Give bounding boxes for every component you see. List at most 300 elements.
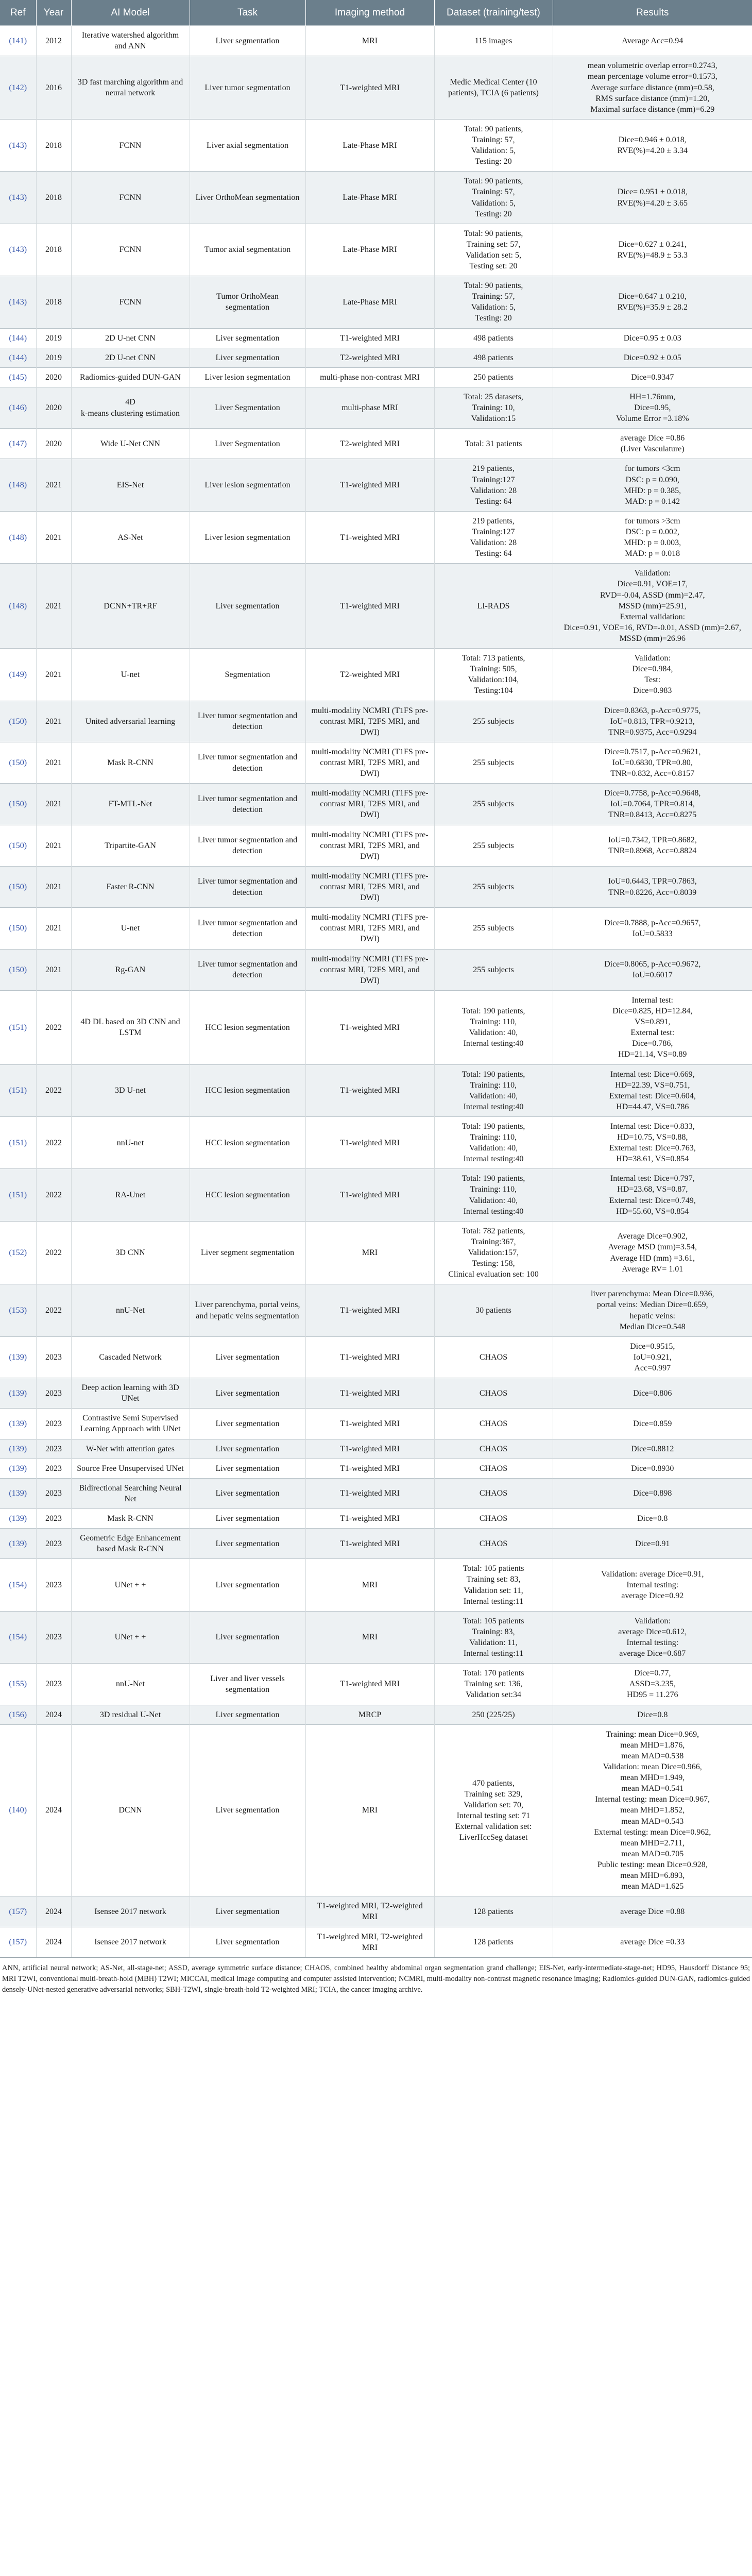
cell-year: 2023	[36, 1529, 71, 1559]
cell-results: mean volumetric overlap error=0.2743, mean percentage volume error=0.1573, Average surface distance (mm)=0.58, RMS surface distance (mm)=1.20, Maximal surface distance (mm)=6.29	[553, 56, 752, 120]
cell-results: Dice=0.859	[553, 1409, 752, 1439]
cell-ref[interactable]: (157)	[0, 1896, 36, 1927]
cell-task: Liver parenchyma, portal veins, and hepatic veins segmentation	[190, 1284, 305, 1336]
cell-dataset: 128 patients	[434, 1896, 553, 1927]
cell-results: liver parenchyma: Mean Dice=0.936, portal veins: Median Dice=0.659, hepatic veins: Median Dice=0.548	[553, 1284, 752, 1336]
header-imaging-method: Imaging method	[305, 0, 434, 26]
cell-task: Liver tumor segmentation and detection	[190, 949, 305, 990]
cell-task: Liver segmentation	[190, 1927, 305, 1957]
cell-ref[interactable]: (154)	[0, 1559, 36, 1611]
cell-ref[interactable]: (139)	[0, 1529, 36, 1559]
cell-task: Liver segmentation	[190, 1478, 305, 1509]
cell-ref[interactable]: (155)	[0, 1664, 36, 1705]
cell-ai-model: DCNN+TR+RF	[71, 564, 190, 649]
table-row	[0, 1169, 752, 1221]
cell-dataset: CHAOS	[434, 1336, 553, 1378]
cell-ai-model: Mask R-CNN	[71, 1509, 190, 1529]
cell-ref[interactable]: (150)	[0, 825, 36, 866]
cell-ai-model: UNet + +	[71, 1611, 190, 1663]
header-task: Task	[190, 0, 305, 26]
cell-year: 2012	[36, 26, 71, 56]
cell-imaging-method: T2-weighted MRI	[305, 348, 434, 367]
cell-imaging-method: T1-weighted MRI	[305, 1064, 434, 1116]
cell-task: Liver tumor segmentation and detection	[190, 866, 305, 907]
cell-imaging-method: T1-weighted MRI	[305, 1529, 434, 1559]
cell-ai-model: nnU-Net	[71, 1664, 190, 1705]
cell-year: 2023	[36, 1478, 71, 1509]
cell-ai-model: Faster R-CNN	[71, 866, 190, 907]
cell-ref[interactable]: (139)	[0, 1439, 36, 1459]
cell-imaging-method: T2-weighted MRI	[305, 429, 434, 459]
cell-ref[interactable]: (156)	[0, 1705, 36, 1724]
cell-ai-model: Bidirectional Searching Neural Net	[71, 1478, 190, 1509]
cell-results: Dice=0.898	[553, 1478, 752, 1509]
cell-results: IoU=0.6443, TPR=0.7863, TNR=0.8226, Acc=0.8039	[553, 866, 752, 907]
cell-ref[interactable]: (148)	[0, 459, 36, 511]
cell-imaging-method: T1-weighted MRI	[305, 1509, 434, 1529]
cell-ai-model: UNet + +	[71, 1559, 190, 1611]
cell-results: Dice=0.77, ASSD=3.235, HD95 = 11.276	[553, 1664, 752, 1705]
table-row	[0, 825, 752, 866]
cell-ai-model: DCNN	[71, 1724, 190, 1896]
table-body	[0, 26, 752, 1957]
cell-task: Liver segmentation	[190, 1439, 305, 1459]
cell-year: 2023	[36, 1409, 71, 1439]
cell-ai-model: Isensee 2017 network	[71, 1927, 190, 1957]
cell-results: Dice=0.946 ± 0.018, RVE(%)=4.20 ± 3.34	[553, 119, 752, 171]
cell-ref[interactable]: (154)	[0, 1611, 36, 1663]
cell-year: 2021	[36, 866, 71, 907]
cell-year: 2023	[36, 1459, 71, 1478]
cell-results: Validation: average Dice=0.612, Internal testing: average Dice=0.687	[553, 1611, 752, 1663]
cell-ai-model: Iterative watershed algorithm and ANN	[71, 26, 190, 56]
table-row	[0, 1724, 752, 1896]
cell-dataset: Total: 782 patients, Training:367, Validation:157, Testing: 158, Clinical evaluation set: 100	[434, 1221, 553, 1284]
cell-ref[interactable]: (141)	[0, 26, 36, 56]
cell-results: Dice=0.627 ± 0.241, RVE(%)=48.9 ± 53.3	[553, 224, 752, 276]
cell-task: Liver lesion segmentation	[190, 511, 305, 563]
cell-year: 2020	[36, 429, 71, 459]
cell-task: Liver tumor segmentation	[190, 56, 305, 120]
cell-ref[interactable]: (139)	[0, 1378, 36, 1409]
cell-imaging-method: T1-weighted MRI	[305, 1169, 434, 1221]
cell-ref[interactable]: (157)	[0, 1927, 36, 1957]
cell-dataset: CHAOS	[434, 1478, 553, 1509]
cell-results: Dice=0.91	[553, 1529, 752, 1559]
cell-ai-model: Mask R-CNN	[71, 742, 190, 783]
cell-task: Liver segmentation	[190, 1459, 305, 1478]
cell-year: 2022	[36, 1221, 71, 1284]
cell-imaging-method: T2-weighted MRI	[305, 649, 434, 701]
cell-dataset: 128 patients	[434, 1927, 553, 1957]
cell-task: HCC lesion segmentation	[190, 1064, 305, 1116]
cell-ref[interactable]: (147)	[0, 429, 36, 459]
cell-task: Liver segment segmentation	[190, 1221, 305, 1284]
cell-task: Liver OrthoMean segmentation	[190, 172, 305, 224]
cell-task: Liver tumor segmentation and detection	[190, 701, 305, 742]
cell-dataset: CHAOS	[434, 1439, 553, 1459]
table-row	[0, 429, 752, 459]
cell-results: Dice=0.95 ± 0.03	[553, 328, 752, 348]
cell-imaging-method: Late-Phase MRI	[305, 172, 434, 224]
cell-ai-model: Isensee 2017 network	[71, 1896, 190, 1927]
cell-ai-model: U-net	[71, 908, 190, 949]
cell-ref[interactable]: (150)	[0, 866, 36, 907]
cell-task: Liver segmentation	[190, 1336, 305, 1378]
table-row	[0, 564, 752, 649]
cell-task: Liver segmentation	[190, 1724, 305, 1896]
cell-imaging-method: Late-Phase MRI	[305, 224, 434, 276]
header-dataset: Dataset (training/test)	[434, 0, 553, 26]
cell-ref[interactable]: (143)	[0, 224, 36, 276]
cell-ref[interactable]: (148)	[0, 564, 36, 649]
cell-imaging-method: multi-modality NCMRI (T1FS pre-contrast MRI, T2FS MRI, and DWI)	[305, 908, 434, 949]
cell-imaging-method: T1-weighted MRI	[305, 1409, 434, 1439]
table-row	[0, 119, 752, 171]
cell-ai-model: Deep action learning with 3D UNet	[71, 1378, 190, 1409]
cell-year: 2022	[36, 990, 71, 1064]
cell-imaging-method: T1-weighted MRI	[305, 1284, 434, 1336]
cell-dataset: 498 patients	[434, 348, 553, 367]
cell-ai-model: United adversarial learning	[71, 701, 190, 742]
cell-year: 2023	[36, 1336, 71, 1378]
cell-imaging-method: MRI	[305, 26, 434, 56]
cell-ref[interactable]: (143)	[0, 172, 36, 224]
cell-imaging-method: multi-modality NCMRI (T1FS pre-contrast MRI, T2FS MRI, and DWI)	[305, 784, 434, 825]
table-row	[0, 1664, 752, 1705]
cell-dataset: 250 patients	[434, 367, 553, 387]
cell-dataset: LI-RADS	[434, 564, 553, 649]
cell-results: Validation: average Dice=0.91, Internal testing: average Dice=0.92	[553, 1559, 752, 1611]
cell-ai-model: FCNN	[71, 119, 190, 171]
cell-results: Dice=0.8	[553, 1509, 752, 1529]
cell-results: Dice=0.92 ± 0.05	[553, 348, 752, 367]
cell-ref[interactable]: (139)	[0, 1509, 36, 1529]
cell-ai-model: Source Free Unsupervised UNet	[71, 1459, 190, 1478]
cell-ref[interactable]: (151)	[0, 990, 36, 1064]
cell-dataset: CHAOS	[434, 1378, 553, 1409]
cell-ref[interactable]: (150)	[0, 701, 36, 742]
cell-results: Dice=0.7758, p-Acc=0.9648, IoU=0.7064, TPR=0.814, TNR=0.8413, Acc=0.8275	[553, 784, 752, 825]
table-row	[0, 276, 752, 328]
cell-dataset: CHAOS	[434, 1529, 553, 1559]
cell-results: for tumors >3cm DSC: p = 0.002, MHD: p = 0.003, MAD: p = 0.018	[553, 511, 752, 563]
cell-imaging-method: multi-phase MRI	[305, 387, 434, 428]
table-row	[0, 701, 752, 742]
header-row	[0, 0, 752, 26]
cell-dataset: Total: 90 patients, Training: 57, Validation: 5, Testing: 20	[434, 119, 553, 171]
table-row	[0, 1439, 752, 1459]
cell-imaging-method: MRI	[305, 1724, 434, 1896]
cell-imaging-method: multi-phase non-contrast MRI	[305, 367, 434, 387]
cell-ai-model: FCNN	[71, 224, 190, 276]
cell-year: 2021	[36, 701, 71, 742]
cell-task: Liver lesion segmentation	[190, 459, 305, 511]
cell-dataset: 250 (225/25)	[434, 1705, 553, 1724]
table-row	[0, 1221, 752, 1284]
cell-dataset: Total: 31 patients	[434, 429, 553, 459]
cell-task: Liver segmentation	[190, 1409, 305, 1439]
cell-task: Liver and liver vessels segmentation	[190, 1664, 305, 1705]
cell-year: 2019	[36, 348, 71, 367]
cell-imaging-method: MRI	[305, 1611, 434, 1663]
cell-ref[interactable]: (143)	[0, 276, 36, 328]
cell-task: Liver segmentation	[190, 1529, 305, 1559]
cell-imaging-method: MRCP	[305, 1705, 434, 1724]
cell-results: Dice= 0.951 ± 0.018, RVE(%)=4.20 ± 3.65	[553, 172, 752, 224]
cell-dataset: Total: 190 patients, Training: 110, Validation: 40, Internal testing:40	[434, 1064, 553, 1116]
cell-task: Liver segmentation	[190, 1378, 305, 1409]
table-row	[0, 328, 752, 348]
cell-dataset: 255 subjects	[434, 701, 553, 742]
cell-year: 2024	[36, 1927, 71, 1957]
table-row	[0, 1409, 752, 1439]
cell-task: HCC lesion segmentation	[190, 990, 305, 1064]
table-row	[0, 866, 752, 907]
header-ai-model: AI Model	[71, 0, 190, 26]
cell-results: Dice=0.7517, p-Acc=0.9621, IoU=0.6830, TPR=0.80, TNR=0.832, Acc=0.8157	[553, 742, 752, 783]
cell-ref[interactable]: (151)	[0, 1064, 36, 1116]
cell-results: Dice=0.806	[553, 1378, 752, 1409]
cell-imaging-method: Late-Phase MRI	[305, 276, 434, 328]
cell-task: Liver segmentation	[190, 564, 305, 649]
cell-ai-model: nnU-Net	[71, 1284, 190, 1336]
cell-dataset: Total: 105 patients Training set: 83, Validation set: 11, Internal testing:11	[434, 1559, 553, 1611]
cell-year: 2019	[36, 328, 71, 348]
cell-imaging-method: T1-weighted MRI	[305, 1378, 434, 1409]
table-row	[0, 908, 752, 949]
cell-results: Training: mean Dice=0.969, mean MHD=1.876, mean MAD=0.538 Validation: mean Dice=0.966, mean MHD=1.949, mean MAD=0.541 Internal testing: mean Dice=0.967, mean MHD=1.852, mean MAD=0.543 External testing: mean Dice=0.962, mean MHD=2.711, mean MAD=0.705 Public testing: mean Dice=0.928, mean MHD=6.893, mean MAD=1.625	[553, 1724, 752, 1896]
cell-ref[interactable]: (150)	[0, 949, 36, 990]
cell-dataset: Total: 90 patients, Training: 57, Validation: 5, Testing: 20	[434, 172, 553, 224]
cell-dataset: 498 patients	[434, 328, 553, 348]
cell-year: 2021	[36, 908, 71, 949]
cell-ai-model: AS-Net	[71, 511, 190, 563]
cell-ref[interactable]: (148)	[0, 511, 36, 563]
cell-year: 2021	[36, 949, 71, 990]
cell-ref[interactable]: (149)	[0, 649, 36, 701]
cell-task: Liver tumor segmentation and detection	[190, 908, 305, 949]
cell-imaging-method: T1-weighted MRI	[305, 990, 434, 1064]
cell-results: Dice=0.8363, p-Acc=0.9775, IoU=0.813, TPR=0.9213, TNR=0.9375, Acc=0.9294	[553, 701, 752, 742]
cell-ref[interactable]: (139)	[0, 1478, 36, 1509]
cell-ref[interactable]: (153)	[0, 1284, 36, 1336]
cell-ai-model: W-Net with attention gates	[71, 1439, 190, 1459]
cell-task: Liver segmentation	[190, 1896, 305, 1927]
header-ref: Ref	[0, 0, 36, 26]
cell-results: Internal test: Dice=0.833, HD=10.75, VS=0.88, External test: Dice=0.763, HD=38.61, VS=0.854	[553, 1116, 752, 1168]
table-row	[0, 511, 752, 563]
cell-ai-model: 3D residual U-Net	[71, 1705, 190, 1724]
cell-imaging-method: T1-weighted MRI	[305, 328, 434, 348]
cell-dataset: 255 subjects	[434, 949, 553, 990]
table-row	[0, 367, 752, 387]
cell-year: 2016	[36, 56, 71, 120]
table-header	[0, 0, 752, 26]
cell-dataset: Total: 190 patients, Training: 110, Validation: 40, Internal testing:40	[434, 1116, 553, 1168]
table-row	[0, 1478, 752, 1509]
table-row	[0, 1509, 752, 1529]
table-row	[0, 649, 752, 701]
cell-ref[interactable]: (139)	[0, 1459, 36, 1478]
cell-year: 2021	[36, 649, 71, 701]
cell-imaging-method: T1-weighted MRI	[305, 56, 434, 120]
cell-task: Tumor OrthoMean segmentation	[190, 276, 305, 328]
cell-dataset: Total: 713 patients, Training: 505, Validation:104, Testing:104	[434, 649, 553, 701]
cell-imaging-method: multi-modality NCMRI (T1FS pre-contrast MRI, T2FS MRI, and DWI)	[305, 949, 434, 990]
cell-ref[interactable]: (146)	[0, 387, 36, 428]
cell-results: Internal test: Dice=0.825, HD=12.84, VS=0.891, External test: Dice=0.786, HD=21.14, VS=0.89	[553, 990, 752, 1064]
cell-results: average Dice =0.86 (Liver Vasculature)	[553, 429, 752, 459]
cell-ref[interactable]: (139)	[0, 1336, 36, 1378]
cell-imaging-method: multi-modality NCMRI (T1FS pre-contrast MRI, T2FS MRI, and DWI)	[305, 701, 434, 742]
cell-results: for tumors <3cm DSC: p = 0.090, MHD: p = 0.385, MAD: p = 0.142	[553, 459, 752, 511]
cell-year: 2022	[36, 1284, 71, 1336]
cell-year: 2018	[36, 276, 71, 328]
cell-ref[interactable]: (150)	[0, 742, 36, 783]
cell-ref[interactable]: (142)	[0, 56, 36, 120]
cell-ref[interactable]: (145)	[0, 367, 36, 387]
cell-imaging-method: T1-weighted MRI	[305, 459, 434, 511]
cell-dataset: Total: 190 patients, Training: 110, Validation: 40, Internal testing:40	[434, 990, 553, 1064]
cell-year: 2021	[36, 511, 71, 563]
table-row	[0, 1611, 752, 1663]
cell-year: 2023	[36, 1611, 71, 1663]
cell-results: IoU=0.7342, TPR=0.8682, TNR=0.8968, Acc=0.8824	[553, 825, 752, 866]
cell-task: HCC lesion segmentation	[190, 1116, 305, 1168]
cell-ai-model: 3D CNN	[71, 1221, 190, 1284]
cell-results: Average Acc=0.94	[553, 26, 752, 56]
cell-year: 2021	[36, 742, 71, 783]
table-row	[0, 387, 752, 428]
cell-ai-model: U-net	[71, 649, 190, 701]
cell-dataset: 219 patients, Training:127 Validation: 28 Testing: 64	[434, 511, 553, 563]
cell-results: average Dice =0.33	[553, 1927, 752, 1957]
cell-task: Liver segmentation	[190, 26, 305, 56]
cell-year: 2023	[36, 1664, 71, 1705]
cell-year: 2022	[36, 1064, 71, 1116]
cell-year: 2024	[36, 1896, 71, 1927]
cell-dataset: Total: 170 patients Training set: 136, Validation set:34	[434, 1664, 553, 1705]
cell-task: Liver segmentation	[190, 348, 305, 367]
cell-year: 2023	[36, 1559, 71, 1611]
cell-results: Dice=0.8065, p-Acc=0.9672, IoU=0.6017	[553, 949, 752, 990]
table-row	[0, 1459, 752, 1478]
cell-ref[interactable]: (151)	[0, 1169, 36, 1221]
cell-year: 2023	[36, 1509, 71, 1529]
cell-year: 2020	[36, 387, 71, 428]
table-row	[0, 990, 752, 1064]
cell-ref[interactable]: (139)	[0, 1409, 36, 1439]
cell-ai-model: nnU-net	[71, 1116, 190, 1168]
cell-year: 2022	[36, 1169, 71, 1221]
cell-ai-model: 4D k-means clustering estimation	[71, 387, 190, 428]
cell-year: 2018	[36, 119, 71, 171]
cell-dataset: 255 subjects	[434, 784, 553, 825]
cell-dataset: Total: 105 patients Training: 83, Validation: 11, Internal testing:11	[434, 1611, 553, 1663]
table-row	[0, 1336, 752, 1378]
cell-ref[interactable]: (143)	[0, 119, 36, 171]
cell-year: 2021	[36, 564, 71, 649]
cell-task: Liver segmentation	[190, 1611, 305, 1663]
cell-ai-model: Radiomics-guided DUN-GAN	[71, 367, 190, 387]
cell-ref[interactable]: (144)	[0, 328, 36, 348]
cell-ai-model: Cascaded Network	[71, 1336, 190, 1378]
table-row	[0, 742, 752, 783]
cell-results: Dice=0.647 ± 0.210, RVE(%)=35.9 ± 28.2	[553, 276, 752, 328]
cell-ref[interactable]: (140)	[0, 1724, 36, 1896]
cell-dataset: Total: 90 patients, Training: 57, Validation: 5, Testing: 20	[434, 276, 553, 328]
cell-dataset: CHAOS	[434, 1509, 553, 1529]
cell-task: Liver tumor segmentation and detection	[190, 784, 305, 825]
cell-ref[interactable]: (151)	[0, 1116, 36, 1168]
table-row	[0, 26, 752, 56]
cell-ref[interactable]: (144)	[0, 348, 36, 367]
cell-year: 2021	[36, 825, 71, 866]
cell-ai-model: 3D U-net	[71, 1064, 190, 1116]
cell-ai-model: FT-MTL-Net	[71, 784, 190, 825]
cell-results: Validation: Dice=0.91, VOE=17, RVD=-0.04, ASSD (mm)=2.47, MSSD (mm)=25.91, External validation: Dice=0.91, VOE=16, RVD=-0.01, ASSD (mm)=2.67, MSSD (mm)=26.96	[553, 564, 752, 649]
cell-ref[interactable]: (150)	[0, 784, 36, 825]
cell-task: Liver tumor segmentation and detection	[190, 825, 305, 866]
cell-results: average Dice =0.88	[553, 1896, 752, 1927]
cell-imaging-method: T1-weighted MRI, T2-weighted MRI	[305, 1896, 434, 1927]
cell-imaging-method: T1-weighted MRI	[305, 1336, 434, 1378]
table-footnote: ANN, artificial neural network; AS-Net, all-stage-net; ASSD, average symmetric surface distance; CHAOS, combined healthy abdominal organ segmentation grand challenge; EIS-Net, early-intermediate-stage-net; HD95, Hausdorff Distance 95; MRI T2WI, conventional multi-breath-hold (MBH) T2WI; MICCAI, medical image computing and computer assisted intervention; NCMRI, multi-modality non-contrast magnetic resonance imaging; Radiomics-guided DUN-GAN, radiomics-guided densely-UNet-nested generative adversarial networks; SBH-T2WI, single-breath-hold T2-weighted MRI; TCIA, the cancer imaging archive.	[0, 1957, 752, 1995]
cell-ref[interactable]: (150)	[0, 908, 36, 949]
header-results: Results	[553, 0, 752, 26]
table-row	[0, 1529, 752, 1559]
cell-task: Segmentation	[190, 649, 305, 701]
cell-task: Liver Segmentation	[190, 429, 305, 459]
cell-year: 2023	[36, 1378, 71, 1409]
cell-task: Liver tumor segmentation and detection	[190, 742, 305, 783]
cell-imaging-method: MRI	[305, 1221, 434, 1284]
cell-results: Internal test: Dice=0.797, HD=23.68, VS=0.87, External test: Dice=0.749, HD=55.60, VS=0.854	[553, 1169, 752, 1221]
cell-dataset: Total: 90 patients, Training set: 57, Validation set: 5, Testing set: 20	[434, 224, 553, 276]
table-row	[0, 224, 752, 276]
cell-results: Dice=0.9347	[553, 367, 752, 387]
cell-ai-model: Rg-GAN	[71, 949, 190, 990]
cell-imaging-method: T1-weighted MRI	[305, 1664, 434, 1705]
cell-task: Liver lesion segmentation	[190, 367, 305, 387]
cell-task: Liver Segmentation	[190, 387, 305, 428]
cell-ai-model: 2D U-net CNN	[71, 328, 190, 348]
cell-year: 2021	[36, 784, 71, 825]
cell-ai-model: Contrastive Semi Supervised Learning Approach with UNet	[71, 1409, 190, 1439]
cell-imaging-method: multi-modality NCMRI (T1FS pre-contrast MRI, T2FS MRI, and DWI)	[305, 742, 434, 783]
cell-ai-model: 3D fast marching algorithm and neural network	[71, 56, 190, 120]
cell-year: 2021	[36, 459, 71, 511]
cell-ref[interactable]: (152)	[0, 1221, 36, 1284]
cell-dataset: 255 subjects	[434, 866, 553, 907]
cell-task: HCC lesion segmentation	[190, 1169, 305, 1221]
table-row	[0, 1116, 752, 1168]
cell-imaging-method: MRI	[305, 1559, 434, 1611]
cell-task: Liver segmentation	[190, 1509, 305, 1529]
cell-year: 2023	[36, 1439, 71, 1459]
table-row	[0, 56, 752, 120]
cell-dataset: Total: 190 patients, Training: 110, Validation: 40, Internal testing:40	[434, 1169, 553, 1221]
cell-imaging-method: T1-weighted MRI	[305, 564, 434, 649]
cell-dataset: Medic Medical Center (10 patients), TCIA (6 patients)	[434, 56, 553, 120]
cell-year: 2024	[36, 1705, 71, 1724]
cell-ai-model: Wide U-Net CNN	[71, 429, 190, 459]
cell-task: Liver segmentation	[190, 1705, 305, 1724]
cell-imaging-method: multi-modality NCMRI (T1FS pre-contrast MRI, T2FS MRI, and DWI)	[305, 825, 434, 866]
cell-task: Liver segmentation	[190, 328, 305, 348]
cell-dataset: 115 images	[434, 26, 553, 56]
